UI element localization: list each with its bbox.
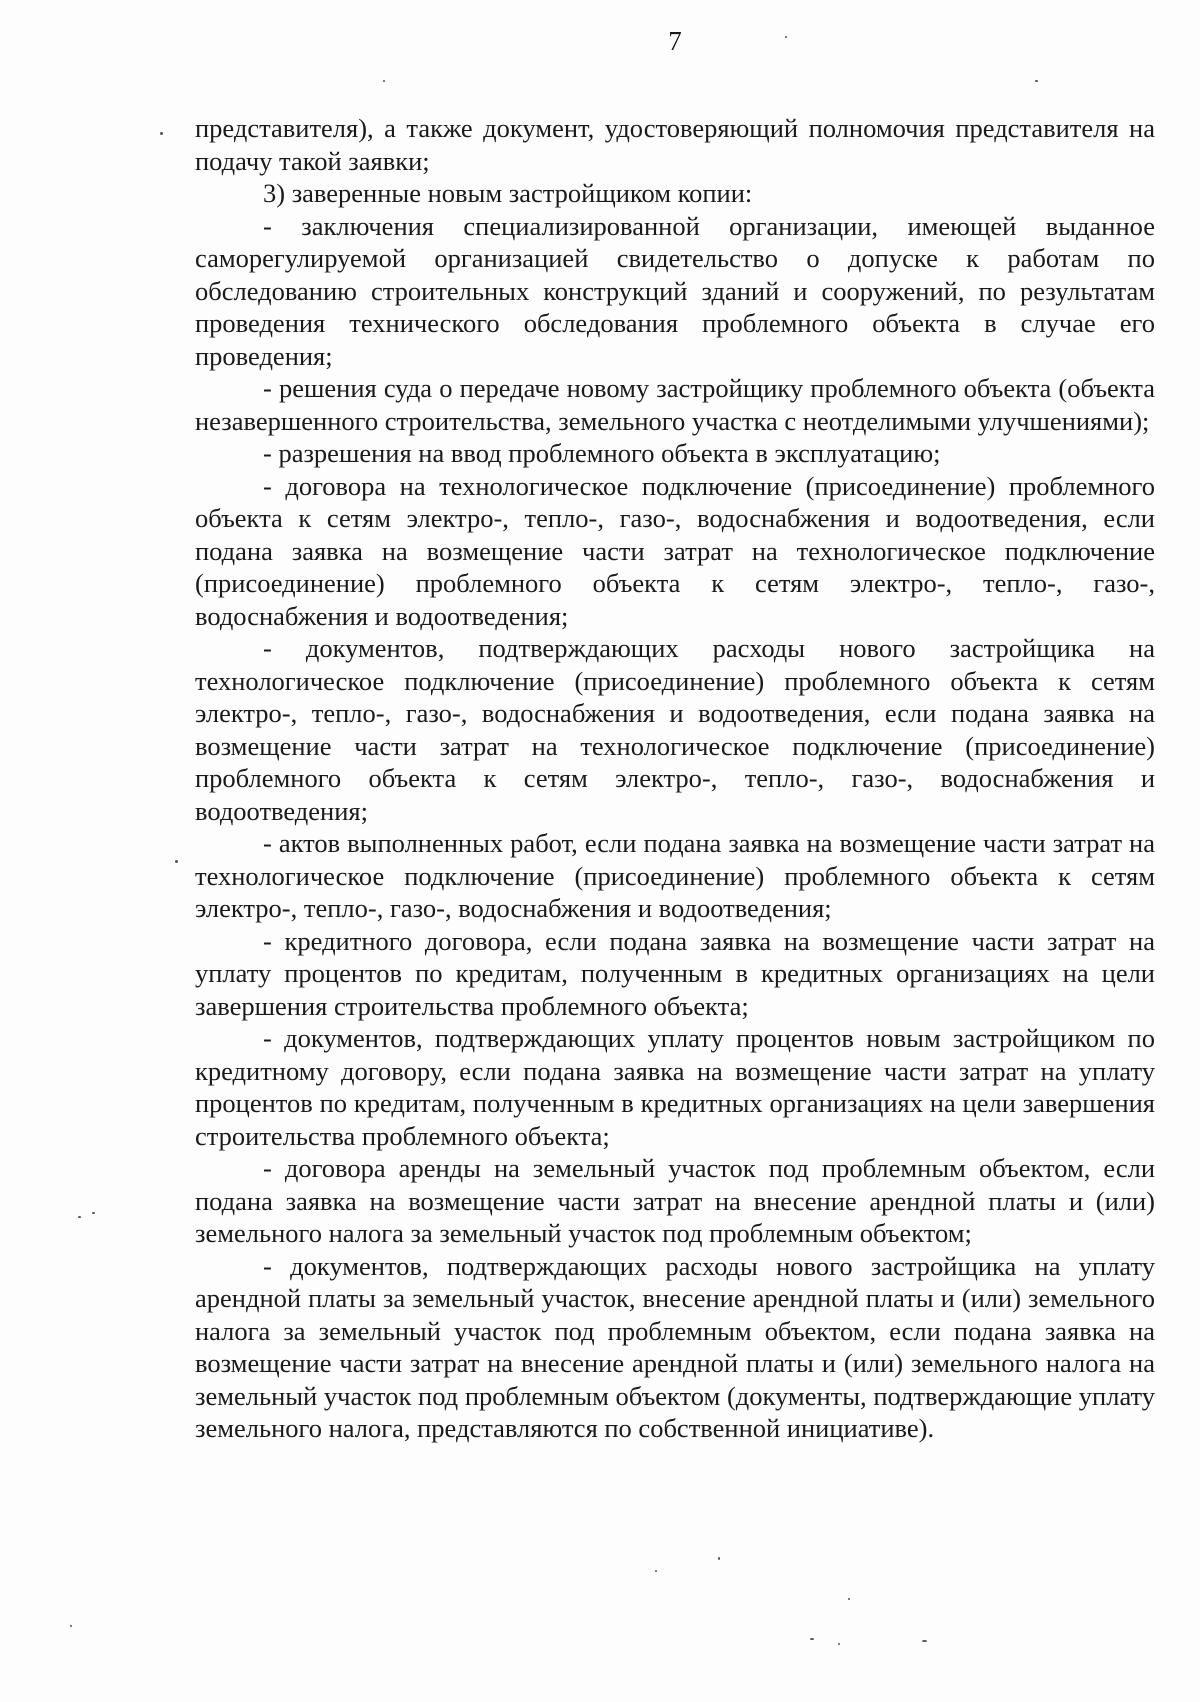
paragraph: - документов, подтверждающих уплату процентов новым застройщиком по кредитному договору, если подана заявка на возмещение части затрат на уплату процентов по кредитам, полученным в кредитных организациях на цели завершения строительства проблемного объекта; xyxy=(195,1023,1155,1151)
paragraph: - разрешения на ввод проблемного объекта в эксплуатацию; xyxy=(263,438,941,468)
scan-speck xyxy=(810,1638,814,1640)
scan-speck xyxy=(175,860,178,863)
scan-speck xyxy=(838,1643,840,1645)
scan-speck xyxy=(785,36,787,38)
paragraph: представителя), а также документ, удостоверяющий полномочия представителя на подачу такой заявки; xyxy=(195,113,1155,176)
paragraph: - документов, подтверждающих расходы нового застройщика на технологическое подключение (присоединение) проблемного объекта к сетям электро-, тепло-, газо-, водоснабжения и водоотведения, если подана заявка на возмещение части затрат на технологическое подключение (присоединение) проблемного объекта к сетям электро-, тепло-, газо-, водоснабжения и водоотведения; xyxy=(195,633,1155,826)
scan-speck xyxy=(92,1212,95,1214)
scan-speck xyxy=(922,1640,927,1642)
scan-speck xyxy=(70,1625,72,1627)
scan-speck xyxy=(383,80,385,82)
paragraph: - документов, подтверждающих расходы нового застройщика на уплату арендной платы за земельный участок, внесение арендной платы и (или) земельного налога за земельный участок под проблемным объектом, если подана заявка на возмещение части затрат на внесение арендной платы и (или) земельного налога на земельный участок под проблемным объектом (документы, подтверждающие уплату земельного налога, представляются по собственной инициативе). xyxy=(195,1250,1155,1443)
scan-speck xyxy=(655,1570,657,1572)
paragraph: - кредитного договора, если подана заявка на возмещение части затрат на уплату процентов по кредитам, полученным в кредитных организациях на цели завершения строительства проблемного объекта; xyxy=(195,925,1155,1021)
paragraph: - актов выполненных работ, если подана заявка на возмещение части затрат на технологическое подключение (присоединение) проблемного объекта к сетям электро-, тепло-, газо-, водоснабжения и водоотведения; xyxy=(195,828,1155,923)
paragraph: - заключения специализированной организации, имеющей выданное саморегулируемой организацией свидетельство о допуске к работам по обследованию строительных конструкций зданий и сооружений, по результатам проведения технического обследования проблемного объекта в случае его проведения; xyxy=(195,210,1155,371)
scan-speck xyxy=(78,1216,81,1218)
paragraph: - решения суда о передаче новому застройщику проблемного объекта (объекта незавершенного строительства, земельного участка с неотделимыми улучшениями); xyxy=(195,373,1155,436)
paragraph: - договора на технологическое подключение (присоединение) проблемного объекта к сетям электро-, тепло-, газо-, водоснабжения и водоотведения, если подана заявка на возмещение части затрат на технологическое подключение (присоединение) проблемного объекта к сетям электро-, тепло-, газо-, водоснабжения и водоотведения; xyxy=(195,470,1155,631)
paragraph: 3) заверенные новым застройщиком копии: xyxy=(263,178,753,208)
scan-speck xyxy=(160,132,163,135)
scan-speck xyxy=(848,1598,850,1600)
scan-speck xyxy=(1035,80,1038,82)
document-body xyxy=(195,112,1155,1445)
paragraph: - договора аренды на земельный участок под проблемным объектом, если подана заявка на возмещение части затрат на внесение арендной платы и (или) земельного налога за земельный участок под проблемным объектом; xyxy=(195,1153,1155,1248)
page-number: 7 xyxy=(668,26,682,56)
scan-speck xyxy=(718,1557,720,1560)
